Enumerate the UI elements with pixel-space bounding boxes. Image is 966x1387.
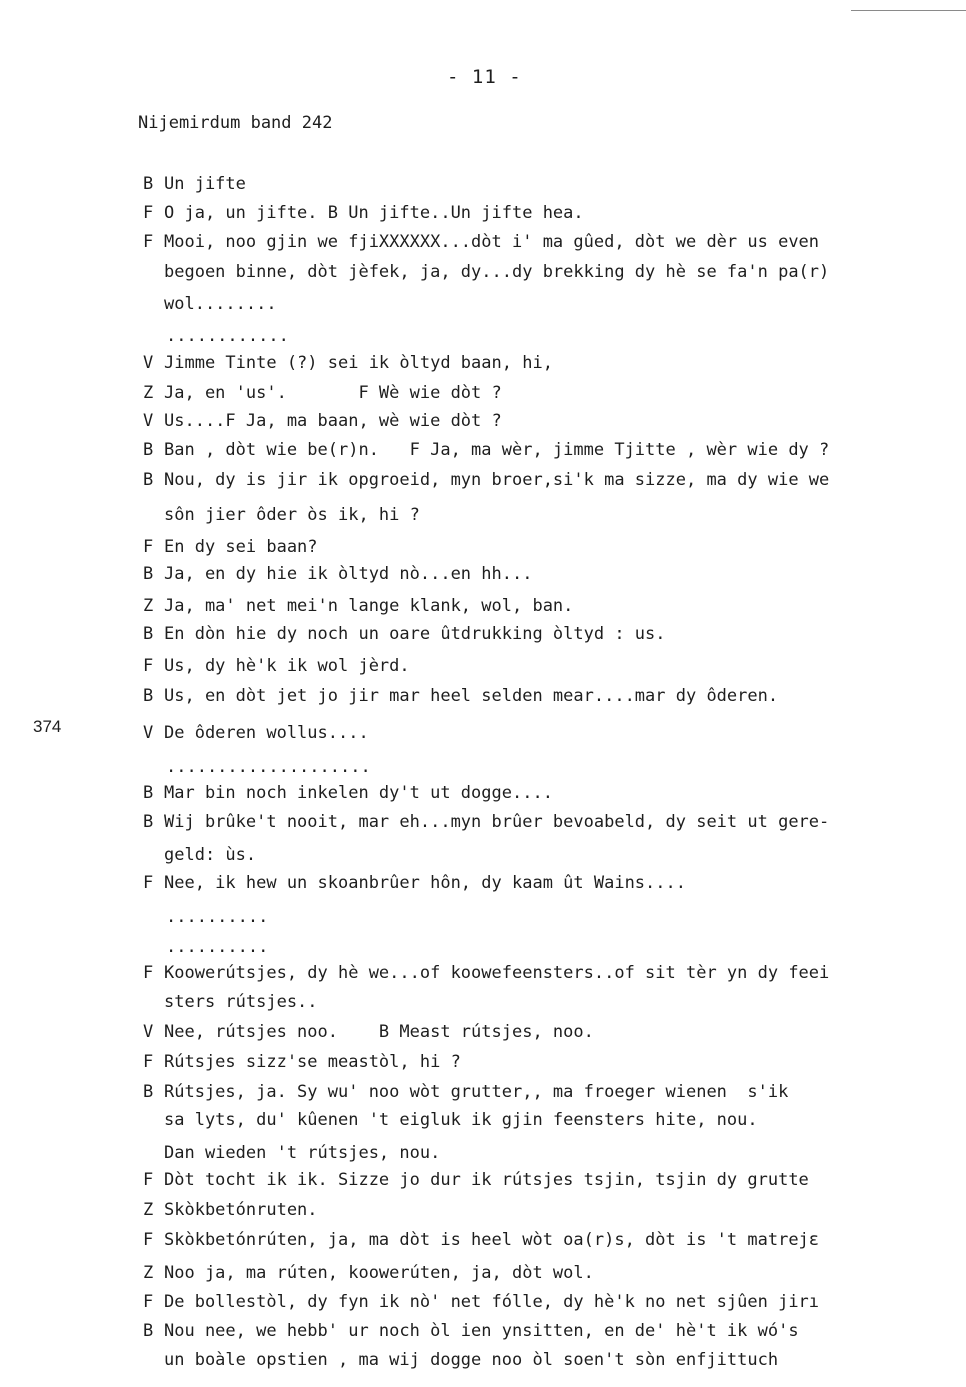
transcript-line [143, 470, 829, 490]
speaker-code: V [143, 411, 154, 431]
utterance-text: Nou, dy is jir ik opgroeid, myn broer,si'k ma sizze, ma dy wie we [164, 470, 830, 490]
speaker-code: V [143, 1022, 154, 1042]
transcript-line [143, 812, 829, 832]
speaker-code: F [143, 873, 154, 893]
utterance-text: De bollestòl, dy fyn ik nò' net fólle, dy hè'k no net sjûen jirı [164, 1292, 820, 1312]
transcript-line [164, 1143, 440, 1163]
header-rule [851, 10, 966, 11]
utterance-text: Nou nee, we hebb' ur noch òl ien ynsitten, en de' hè't ik wó's [164, 1321, 799, 1341]
utterance-text: Skòkbetónrúten, ja, ma dòt is heel wòt oa(r)s, dòt is 't matrejε [164, 1230, 820, 1250]
transcript-line [143, 1230, 819, 1250]
transcript-line [164, 294, 277, 314]
transcript-line [143, 624, 666, 644]
speaker-code: F [143, 537, 154, 557]
transcript-line [143, 383, 502, 403]
speaker-code: F [143, 1170, 154, 1190]
speaker-code: F [143, 203, 154, 223]
utterance-text: Mar bin noch inkelen dy't ut dogge.... [164, 783, 553, 803]
speaker-code: F [143, 1292, 154, 1312]
utterance-text: sôn jier ôder òs ik, hi ? [164, 505, 420, 525]
speaker-code: B [143, 470, 154, 490]
utterance-text: Us, dy hè'k ik wol jèrd. [164, 656, 410, 676]
speaker-code: V [143, 723, 154, 743]
transcript-line [143, 1292, 819, 1312]
utterance-text: Jimme Tinte (?) sei ik òltyd baan, hi, [164, 353, 553, 373]
speaker-code: F [143, 963, 154, 983]
transcript-line [143, 596, 573, 616]
transcript-line [164, 505, 420, 525]
speaker-code: B [143, 440, 154, 460]
speaker-code: B [143, 1082, 154, 1102]
transcript-line [166, 326, 289, 346]
transcript-line [143, 1200, 318, 1220]
utterance-text: Rútsjes sizz'se meastòl, hi ? [164, 1052, 461, 1072]
utterance-text: Us....F Ja, ma baan, wè wie dòt ? [164, 411, 502, 431]
transcript-line [143, 1052, 461, 1072]
utterance-text: Dòt tocht ik ik. Sizze jo dur ik rútsjes tsjin, tsjin dy grutte [164, 1170, 809, 1190]
utterance-text: De ôderen wollus.... [164, 723, 369, 743]
transcript-line [143, 873, 686, 893]
transcript-line [164, 845, 256, 865]
utterance-text: Dan wieden 't rútsjes, nou. [164, 1143, 441, 1163]
speaker-code: V [143, 353, 154, 373]
utterance-text: sa lyts, du' kûenen 't eigluk ik gjin feensters hite, nou. [164, 1110, 758, 1130]
transcript-line [143, 656, 410, 676]
transcript-line [166, 757, 371, 777]
ellipsis-line: .......... [166, 937, 269, 957]
ellipsis-line: .................... [166, 757, 371, 777]
speaker-code: B [143, 624, 154, 644]
transcript-line [143, 537, 318, 557]
transcript-line [143, 411, 502, 431]
utterance-text: Mooi, noo gjin we fjiXXXXXX...dòt i' ma gûed, dòt we dèr us even [164, 232, 820, 252]
transcript-line [164, 992, 318, 1012]
transcript-line [166, 907, 268, 927]
transcript-line [143, 1321, 799, 1341]
utterance-text: Us, en dòt jet jo jir mar heel selden mear....mar dy ôderen. [164, 686, 779, 706]
transcript-line [143, 783, 553, 803]
transcript-line [164, 1350, 778, 1370]
utterance-text: sters rútsjes.. [164, 992, 318, 1012]
speaker-code: B [143, 783, 154, 803]
utterance-text: En dy sei baan? [164, 537, 318, 557]
transcript-line [143, 1022, 594, 1042]
speaker-code: B [143, 174, 154, 194]
margin-note: 374 [33, 717, 62, 736]
document-title: Nijemirdum band 242 [138, 113, 333, 133]
ellipsis-line: ............ [166, 326, 289, 346]
ellipsis-line: .......... [166, 907, 269, 927]
transcript-line [143, 232, 819, 252]
transcript-line [143, 1263, 594, 1283]
utterance-text: Skòkbetónruten. [164, 1200, 318, 1220]
transcript-line [143, 203, 584, 223]
utterance-text: Un jifte [164, 174, 246, 194]
utterance-text: Ban , dòt wie be(r)n. F Ja, ma wèr, jimme Tjitte , wèr wie dy ? [164, 440, 830, 460]
transcript-line [143, 963, 829, 983]
speaker-code: Z [143, 1263, 154, 1283]
utterance-text: Wij brûke't nooit, mar eh...myn brûer bevoabeld, dy seit ut gere- [164, 812, 830, 832]
transcript-line [143, 1170, 809, 1190]
utterance-text: En dòn hie dy noch un oare ûtdrukking òltyd : us. [164, 624, 666, 644]
utterance-text: Nee, rútsjes noo. B Meast rútsjes, noo. [164, 1022, 594, 1042]
transcript-line [166, 937, 268, 957]
speaker-code: Z [143, 596, 154, 616]
utterance-text: Ja, en dy hie ik òltyd nò...en hh... [164, 564, 533, 584]
utterance-text: Ja, ma' net mei'n lange klank, wol, ban. [164, 596, 574, 616]
speaker-code: F [143, 1052, 154, 1072]
transcript-line [143, 353, 553, 373]
transcript-line [143, 174, 246, 194]
speaker-code: B [143, 1321, 154, 1341]
utterance-text: Koowerútsjes, dy hè we...of koowefeensters..of sit tèr yn dy feei [164, 963, 830, 983]
utterance-text: Ja, en 'us'. F Wè wie dòt ? [164, 383, 502, 403]
transcript-line [143, 686, 778, 706]
utterance-text: Rútsjes, ja. Sy wu' noo wòt grutter,, ma froeger wienen s'ik [164, 1082, 789, 1102]
speaker-code: B [143, 812, 154, 832]
speaker-code: B [143, 686, 154, 706]
transcript-line [164, 262, 829, 282]
speaker-code: F [143, 232, 154, 252]
transcript-line [143, 564, 532, 584]
speaker-code: B [143, 564, 154, 584]
speaker-code: F [143, 1230, 154, 1250]
transcript-line [143, 440, 829, 460]
speaker-code: Z [143, 383, 154, 403]
utterance-text: geld: ùs. [164, 845, 257, 865]
transcript-line [143, 723, 369, 743]
utterance-text: wol........ [164, 294, 277, 314]
speaker-code: Z [143, 1200, 154, 1220]
speaker-code: F [143, 656, 154, 676]
transcript-line [164, 1110, 758, 1130]
utterance-text: un boàle opstien , ma wij dogge noo òl soen't sòn enfjittuch [164, 1350, 779, 1370]
utterance-text: begoen binne, dòt jèfek, ja, dy...dy brekking dy hè se fa'n pa(r) [164, 262, 830, 282]
utterance-text: Nee, ik hew un skoanbrûer hôn, dy kaam ût Wains.... [164, 873, 686, 893]
transcript-line [143, 1082, 788, 1102]
utterance-text: O ja, un jifte. B Un jifte..Un jifte hea. [164, 203, 584, 223]
utterance-text: Noo ja, ma rúten, koowerúten, ja, dòt wol. [164, 1263, 594, 1283]
page-number: - 11 - [447, 66, 522, 88]
